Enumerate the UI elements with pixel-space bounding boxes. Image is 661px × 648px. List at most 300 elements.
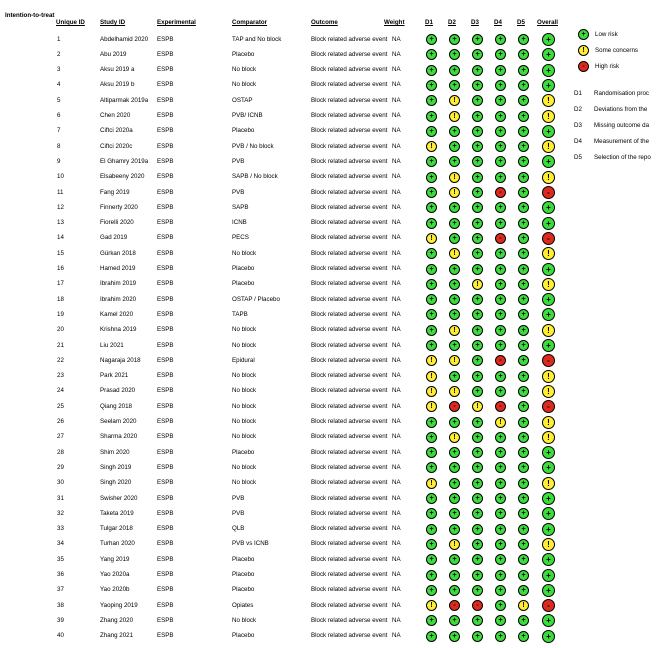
risk-d4-low-dot: + (495, 80, 506, 91)
outcome-cell: Block related adverse event (311, 387, 388, 395)
experimental-cell: ESPB (157, 586, 174, 594)
outcome-cell: Block related adverse event (311, 127, 388, 135)
comparator-cell: No block (232, 402, 257, 410)
weight-cell: NA (392, 112, 401, 119)
study-id-cell: Gürkan 2018 (100, 249, 136, 257)
comparator-cell: SAPB (232, 203, 249, 211)
outcome-cell: Block related adverse event (311, 418, 388, 425)
risk-d1-low-dot: + (426, 539, 437, 550)
risk-d4-low-dot: + (495, 340, 506, 351)
study-id-cell: Liu 2021 (100, 341, 124, 349)
experimental-cell: ESPB (157, 387, 174, 395)
risk-d1-low-dot: + (426, 65, 437, 76)
experimental-cell: ESPB (157, 50, 174, 58)
experimental-cell: ESPB (157, 127, 174, 135)
comparator-cell: Opiates (232, 601, 254, 609)
risk-overall-low-dot: + (542, 48, 555, 61)
outcome-cell: Block related adverse event (311, 280, 388, 288)
unique-id-cell: 4 (57, 81, 61, 89)
risk-overall-high-dot: - (542, 354, 555, 367)
unique-id-cell: 24 (57, 387, 64, 395)
risk-d1-low-dot: + (426, 631, 437, 642)
risk-d5-low-dot: + (518, 371, 529, 382)
header-unique-id: Unique ID (56, 19, 85, 26)
weight-cell: NA (392, 326, 401, 334)
risk-d3-low-dot: + (472, 386, 483, 397)
risk-d5-low-dot: + (518, 417, 529, 428)
weight-cell: NA (392, 463, 401, 471)
experimental-cell: ESPB (157, 112, 174, 119)
weight-cell: NA (392, 433, 401, 441)
weight-cell: NA (392, 295, 401, 303)
risk-d2-low-dot: + (449, 294, 460, 305)
weight-cell: NA (392, 203, 401, 211)
comparator-cell: No block (232, 326, 257, 334)
study-id-cell: Yao 2020b (100, 586, 130, 594)
comparator-cell: PVB/ ICNB (232, 112, 263, 119)
weight-cell: NA (392, 586, 401, 594)
weight-cell: NA (392, 310, 401, 318)
risk-d2-high-dot: - (449, 401, 460, 412)
unique-id-cell: 2 (57, 50, 61, 58)
study-id-cell: Ciftci 2020c (100, 142, 133, 150)
study-id-cell: Ibrahim 2020 (100, 295, 137, 303)
experimental-cell: ESPB (157, 203, 174, 211)
risk-d1-low-dot: + (426, 187, 437, 198)
study-id-cell: Singh 2020 (100, 479, 132, 487)
study-id-cell: Kamel 2020 (100, 310, 134, 318)
risk-d4-low-dot: + (495, 65, 506, 76)
risk-d3-low-dot: + (472, 264, 483, 275)
risk-d5-low-dot: + (518, 95, 529, 106)
risk-overall-low-dot: + (542, 584, 555, 597)
unique-id-cell: 35 (57, 555, 64, 563)
unique-id-cell: 20 (57, 326, 64, 334)
unique-id-cell: 32 (57, 509, 64, 517)
study-id-cell: Finnerty 2020 (100, 203, 138, 211)
risk-d3-low-dot: + (472, 233, 483, 244)
study-id-cell: Yaoping 2019 (100, 601, 138, 609)
risk-overall-high-dot: - (542, 186, 555, 199)
unique-id-cell: 22 (57, 356, 64, 364)
risk-d3-low-dot: + (472, 49, 483, 60)
risk-d5-low-dot: + (518, 49, 529, 60)
risk-d2-low-dot: + (449, 462, 460, 473)
risk-d2-low-dot: + (449, 447, 460, 458)
legend-high-label: High risk (595, 63, 620, 70)
experimental-cell: ESPB (157, 494, 174, 502)
risk-d5-low-dot: + (518, 279, 529, 290)
experimental-cell: ESPB (157, 555, 174, 563)
weight-cell: NA (392, 448, 401, 456)
risk-d4-some-dot: ! (495, 417, 506, 428)
risk-d3-low-dot: + (472, 248, 483, 259)
comparator-cell: No block (232, 479, 257, 487)
outcome-cell: Block related adverse event (311, 448, 388, 456)
weight-cell: NA (392, 142, 401, 150)
comparator-cell: No block (232, 81, 257, 89)
risk-d3-low-dot: + (472, 478, 483, 489)
domain-code-d2: D2 (574, 106, 582, 113)
comparator-cell: No block (232, 341, 257, 349)
comparator-cell: QLB (232, 525, 245, 533)
header-d5: D5 (517, 19, 525, 26)
risk-d4-low-dot: + (495, 264, 506, 275)
risk-d3-low-dot: + (472, 141, 483, 152)
weight-cell: NA (392, 173, 401, 181)
risk-d2-low-dot: + (449, 340, 460, 351)
weight-cell: NA (392, 632, 401, 640)
risk-d3-low-dot: + (472, 95, 483, 106)
risk-d1-some-dot: ! (426, 478, 437, 489)
weight-cell: NA (392, 188, 401, 196)
outcome-cell: Block related adverse event (311, 81, 388, 89)
comparator-cell: Placebo (232, 586, 255, 594)
study-id-cell: Yao 2020a (100, 571, 130, 578)
study-id-cell: Ibrahim 2019 (100, 280, 137, 288)
risk-d4-low-dot: + (495, 95, 506, 106)
risk-overall-some-dot: ! (542, 278, 555, 291)
risk-d2-some-dot: ! (449, 187, 460, 198)
risk-d5-low-dot: + (518, 187, 529, 198)
weight-cell: NA (392, 96, 401, 104)
risk-d5-some-dot: ! (518, 600, 529, 611)
comparator-cell: Placebo (232, 280, 255, 288)
weight-cell: NA (392, 372, 401, 380)
legend-low-label: Low risk (595, 31, 618, 38)
risk-d5-low-dot: + (518, 248, 529, 259)
risk-d3-high-dot: - (472, 600, 483, 611)
domain-label-d4: Measurement of the (594, 138, 650, 145)
experimental-cell: ESPB (157, 219, 174, 227)
risk-d1-some-dot: ! (426, 600, 437, 611)
experimental-cell: ESPB (157, 81, 174, 89)
outcome-cell: Block related adverse event (311, 555, 388, 563)
risk-d1-low-dot: + (426, 462, 437, 473)
unique-id-cell: 13 (57, 219, 64, 227)
experimental-cell: ESPB (157, 571, 174, 578)
risk-d1-low-dot: + (426, 432, 437, 443)
study-id-cell: Aksu 2019 a (100, 66, 135, 74)
weight-cell: NA (392, 249, 401, 257)
weight-cell: NA (392, 509, 401, 517)
study-id-cell: Zhang 2020 (100, 616, 134, 624)
risk-d3-low-dot: + (472, 218, 483, 229)
study-id-cell: Nagaraja 2018 (100, 356, 141, 364)
risk-overall-low-dot: + (542, 263, 555, 276)
study-id-cell: Hamed 2019 (100, 265, 136, 272)
risk-d1-some-dot: ! (426, 401, 437, 412)
risk-d1-low-dot: + (426, 508, 437, 519)
study-id-cell: Shim 2020 (100, 448, 130, 456)
weight-cell: NA (392, 219, 401, 227)
outcome-cell: Block related adverse event (311, 234, 388, 242)
risk-d1-low-dot: + (426, 554, 437, 565)
risk-overall-some-dot: ! (542, 140, 555, 153)
unique-id-cell: 8 (57, 142, 61, 150)
risk-d4-high-dot: - (495, 355, 506, 366)
outcome-cell: Block related adverse event (311, 616, 388, 624)
outcome-cell: Block related adverse event (311, 142, 388, 150)
risk-d3-low-dot: + (472, 554, 483, 565)
risk-d3-low-dot: + (472, 340, 483, 351)
outcome-cell: Block related adverse event (311, 479, 388, 487)
unique-id-cell: 21 (57, 341, 64, 349)
risk-d4-low-dot: + (495, 478, 506, 489)
comparator-cell: PVB (232, 157, 245, 165)
risk-d1-some-dot: ! (426, 371, 437, 382)
unique-id-cell: 37 (57, 586, 64, 594)
risk-d5-low-dot: + (518, 493, 529, 504)
risk-d2-low-dot: + (449, 508, 460, 519)
risk-d4-low-dot: + (495, 202, 506, 213)
risk-overall-low-dot: + (542, 293, 555, 306)
unique-id-cell: 25 (57, 402, 64, 410)
risk-overall-some-dot: ! (542, 94, 555, 107)
risk-d2-low-dot: + (449, 218, 460, 229)
comparator-cell: No block (232, 66, 257, 74)
experimental-cell: ESPB (157, 632, 174, 640)
comparator-cell: PECS (232, 234, 249, 242)
experimental-cell: ESPB (157, 173, 174, 181)
outcome-cell: Block related adverse event (311, 219, 388, 227)
experimental-cell: ESPB (157, 265, 174, 272)
risk-overall-low-dot: + (542, 523, 555, 536)
risk-d5-low-dot: + (518, 554, 529, 565)
risk-d2-low-dot: + (449, 65, 460, 76)
risk-d1-low-dot: + (426, 279, 437, 290)
risk-d5-low-dot: + (518, 80, 529, 91)
risk-overall-low-dot: + (542, 155, 555, 168)
comparator-cell: No block (232, 387, 257, 395)
risk-d5-low-dot: + (518, 172, 529, 183)
study-id-cell: Abu 2019 (100, 50, 127, 58)
unique-id-cell: 29 (57, 463, 64, 471)
risk-d5-low-dot: + (518, 355, 529, 366)
outcome-cell: Block related adverse event (311, 249, 388, 257)
weight-cell: NA (392, 127, 401, 135)
outcome-cell: Block related adverse event (311, 112, 388, 119)
weight-cell: NA (392, 341, 401, 349)
unique-id-cell: 1 (57, 35, 61, 43)
domain-code-d4: D4 (574, 138, 582, 145)
weight-cell: NA (392, 66, 401, 74)
comparator-cell: No block (232, 463, 257, 471)
unique-id-cell: 28 (57, 448, 64, 456)
weight-cell: NA (392, 479, 401, 487)
risk-d3-low-dot: + (472, 462, 483, 473)
risk-d3-low-dot: + (472, 355, 483, 366)
unique-id-cell: 15 (57, 249, 64, 257)
risk-overall-low-dot: + (542, 33, 555, 46)
study-id-cell: Yang 2019 (100, 555, 130, 563)
risk-overall-low-dot: + (542, 569, 555, 582)
risk-d4-high-dot: - (495, 233, 506, 244)
experimental-cell: ESPB (157, 35, 174, 43)
risk-d3-low-dot: + (472, 294, 483, 305)
risk-d1-low-dot: + (426, 126, 437, 137)
outcome-cell: Block related adverse event (311, 341, 388, 349)
experimental-cell: ESPB (157, 188, 174, 196)
unique-id-cell: 5 (57, 96, 61, 104)
risk-d5-low-dot: + (518, 478, 529, 489)
analysis-label: Intention-to-treat (5, 12, 55, 19)
risk-d3-low-dot: + (472, 615, 483, 626)
unique-id-cell: 27 (57, 433, 64, 441)
risk-d3-low-dot: + (472, 126, 483, 137)
comparator-cell: PVB (232, 188, 245, 196)
legend-low-dot: + (578, 29, 589, 40)
weight-cell: NA (392, 81, 401, 89)
risk-d1-low-dot: + (426, 202, 437, 213)
unique-id-cell: 9 (57, 157, 61, 165)
experimental-cell: ESPB (157, 356, 174, 364)
comparator-cell: TAP and No block (232, 35, 282, 43)
unique-id-cell: 23 (57, 372, 64, 380)
risk-overall-low-dot: + (542, 64, 555, 77)
outcome-cell: Block related adverse event (311, 96, 388, 104)
weight-cell: NA (392, 50, 401, 58)
risk-d5-low-dot: + (518, 524, 529, 535)
risk-d4-low-dot: + (495, 49, 506, 60)
study-id-cell: Krishna 2019 (100, 326, 137, 334)
risk-d1-some-dot: ! (426, 386, 437, 397)
experimental-cell: ESPB (157, 96, 174, 104)
risk-d4-low-dot: + (495, 447, 506, 458)
risk-overall-low-dot: + (542, 308, 555, 321)
risk-d4-low-dot: + (495, 539, 506, 550)
comparator-cell: Placebo (232, 127, 255, 135)
risk-d2-some-dot: ! (449, 95, 460, 106)
risk-overall-low-dot: + (542, 507, 555, 520)
study-id-cell: Aksu 2019 b (100, 81, 135, 89)
risk-d1-low-dot: + (426, 111, 437, 122)
experimental-cell: ESPB (157, 66, 174, 74)
study-id-cell: Turhan 2020 (100, 540, 135, 548)
outcome-cell: Block related adverse event (311, 494, 388, 502)
header-outcome: Outcome (311, 19, 338, 26)
unique-id-cell: 14 (57, 234, 64, 242)
risk-d1-low-dot: + (426, 615, 437, 626)
risk-d2-low-dot: + (449, 141, 460, 152)
risk-d5-low-dot: + (518, 294, 529, 305)
risk-d1-low-dot: + (426, 340, 437, 351)
experimental-cell: ESPB (157, 234, 174, 242)
risk-d4-low-dot: + (495, 631, 506, 642)
comparator-cell: SAPB / No block (232, 173, 278, 181)
risk-d1-low-dot: + (426, 80, 437, 91)
risk-d2-some-dot: ! (449, 325, 460, 336)
weight-cell: NA (392, 525, 401, 533)
risk-d4-low-dot: + (495, 309, 506, 320)
comparator-cell: OSTAP (232, 96, 253, 104)
outcome-cell: Block related adverse event (311, 265, 388, 272)
comparator-cell: Placebo (232, 571, 255, 578)
risk-d1-low-dot: + (426, 156, 437, 167)
risk-d5-low-dot: + (518, 65, 529, 76)
risk-d2-some-dot: ! (449, 355, 460, 366)
risk-overall-low-dot: + (542, 630, 555, 643)
risk-d3-low-dot: + (472, 570, 483, 581)
risk-overall-high-dot: - (542, 232, 555, 245)
unique-id-cell: 38 (57, 601, 64, 609)
experimental-cell: ESPB (157, 157, 174, 165)
risk-d4-low-dot: + (495, 600, 506, 611)
risk-d4-low-dot: + (495, 279, 506, 290)
risk-d4-low-dot: + (495, 218, 506, 229)
unique-id-cell: 30 (57, 479, 64, 487)
risk-d2-low-dot: + (449, 371, 460, 382)
comparator-cell: Placebo (232, 555, 255, 563)
study-id-cell: Ciftci 2020a (100, 127, 133, 135)
outcome-cell: Block related adverse event (311, 50, 388, 58)
risk-d5-low-dot: + (518, 309, 529, 320)
study-id-cell: Singh 2019 (100, 463, 132, 471)
risk-d4-low-dot: + (495, 325, 506, 336)
study-id-cell: Elsabeeny 2020 (100, 173, 145, 181)
header-d1: D1 (425, 19, 433, 26)
experimental-cell: ESPB (157, 616, 174, 624)
experimental-cell: ESPB (157, 418, 174, 425)
risk-d3-low-dot: + (472, 631, 483, 642)
risk-d5-low-dot: + (518, 34, 529, 45)
risk-d1-low-dot: + (426, 294, 437, 305)
risk-d5-low-dot: + (518, 126, 529, 137)
risk-overall-some-dot: ! (542, 171, 555, 184)
domain-label-d3: Missing outcome da (594, 122, 650, 129)
risk-d5-low-dot: + (518, 585, 529, 596)
risk-d1-some-dot: ! (426, 141, 437, 152)
unique-id-cell: 19 (57, 310, 64, 318)
risk-overall-some-dot: ! (542, 110, 555, 123)
risk-d2-low-dot: + (449, 264, 460, 275)
weight-cell: NA (392, 571, 401, 578)
risk-d4-low-dot: + (495, 432, 506, 443)
comparator-cell: PVB vs ICNB (232, 540, 269, 548)
risk-d4-low-dot: + (495, 141, 506, 152)
weight-cell: NA (392, 402, 401, 410)
header-d3: D3 (471, 19, 479, 26)
comparator-cell: PVB (232, 509, 245, 517)
risk-d2-low-dot: + (449, 478, 460, 489)
comparator-cell: Placebo (232, 632, 255, 640)
risk-d3-low-dot: + (472, 187, 483, 198)
outcome-cell: Block related adverse event (311, 433, 388, 441)
risk-d1-low-dot: + (426, 248, 437, 259)
comparator-cell: PVB / No block (232, 142, 274, 150)
risk-overall-some-dot: ! (542, 477, 555, 490)
risk-d4-high-dot: - (495, 401, 506, 412)
risk-overall-low-dot: + (542, 446, 555, 459)
study-id-cell: Swisher 2020 (100, 494, 138, 502)
risk-d3-some-dot: ! (472, 401, 483, 412)
risk-overall-high-dot: - (542, 599, 555, 612)
risk-overall-low-dot: + (542, 201, 555, 214)
risk-d2-low-dot: + (449, 524, 460, 535)
unique-id-cell: 7 (57, 127, 61, 135)
risk-d3-low-dot: + (472, 417, 483, 428)
risk-d1-low-dot: + (426, 493, 437, 504)
study-id-cell: Fiorelli 2020 (100, 219, 134, 227)
risk-d1-low-dot: + (426, 95, 437, 106)
weight-cell: NA (392, 555, 401, 563)
unique-id-cell: 11 (57, 188, 64, 196)
risk-d4-low-dot: + (495, 524, 506, 535)
risk-d1-low-dot: + (426, 172, 437, 183)
outcome-cell: Block related adverse event (311, 326, 388, 334)
legend-high-dot: - (578, 61, 589, 72)
unique-id-cell: 3 (57, 66, 61, 74)
